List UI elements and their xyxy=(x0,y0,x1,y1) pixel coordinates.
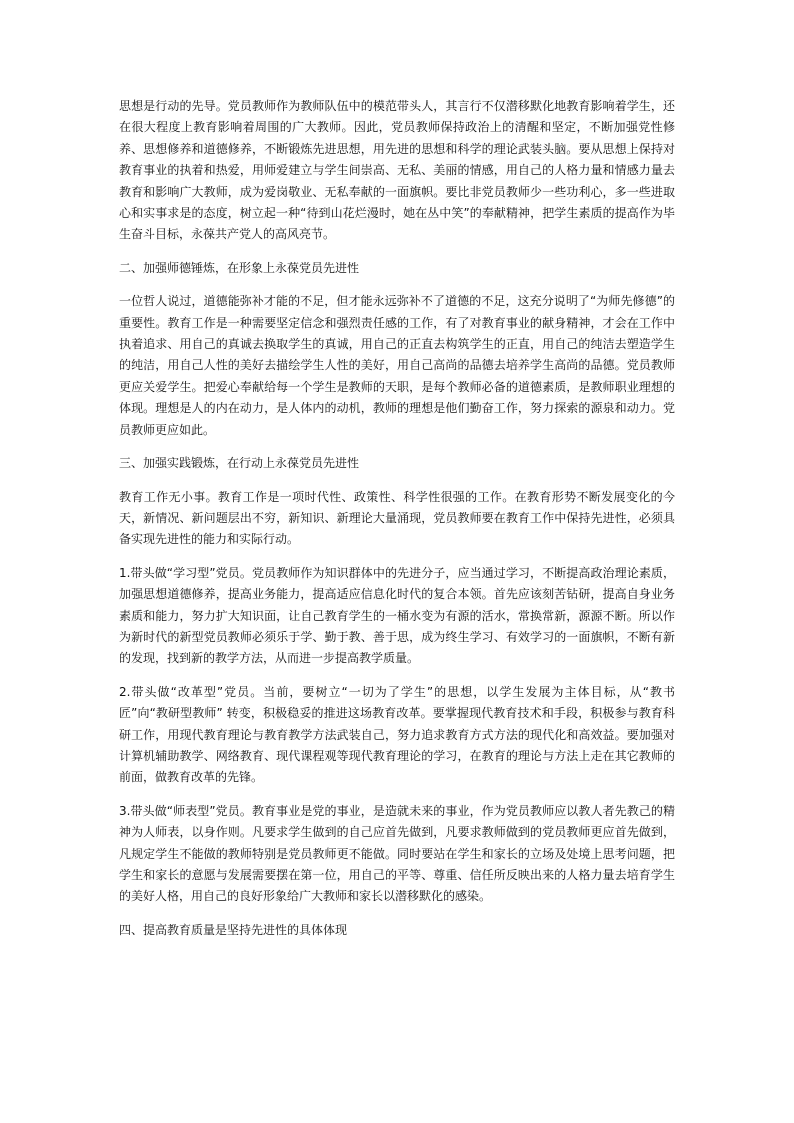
paragraph-practice: 教育工作无小事。教育工作是一项时代性、政策性、科学性很强的工作。在教育形势不断发展变化的今天，新情况、新问题层出不穷，新知识、新理论大量涌现，党员教师要在教育工作中保持先进性，必须具备实现先进性的能力和实际行动。 xyxy=(119,489,675,547)
document-page xyxy=(119,96,675,941)
paragraph-item-3: 3.带头做“师表型”党员。教育事业是党的事业，是造就未来的事业，作为党员教师应以教人者先教己的精神为人师表，以身作则。凡要求学生做到的自己应首先做到，凡要求教师做到的党员教师更应首先做到，凡规定学生不能做的教师特别是党员教师更不能做。同时要站在学生和家长的立场及处境上思考问题，把学生和家长的意愿与发展需要摆在第一位，用自己的平等、尊重、信任所反映出来的人格力量去培育学生的美好人格，用自己的良好形象给广大教师和家长以潜移默化的感染。 xyxy=(119,803,675,904)
paragraph-item-1: 1.带头做“学习型”党员。党员教师作为知识群体中的先进分子，应当通过学习，不断提高政治理论素质，加强思想道德修养，提高业务能力，提高适应信息化时代的复合本领。首先应该刻苦钻研，提高自身业务素质和能力，努力扩大知识面，让自己教育学生的一桶水变为有源的活水，常换常新，源源不断。所以作为新时代的新型党员教师必须乐于学、勤于教、善于思，成为终生学习、有效学习的一面旗帜，不断有新的发现，找到新的教学方法，从而进一步提高教学质量。 xyxy=(119,565,675,666)
section-heading-4: 四、提高教育质量是坚持先进性的具体体现 xyxy=(119,922,348,937)
section-heading-2: 二、加强师德锤炼，在形象上永葆党员先进性 xyxy=(119,260,360,275)
paragraph-intro: 思想是行动的先导。党员教师作为教师队伍中的模范带头人，其言行不仅潜移默化地教育影响着学生，还在很大程度上教育影响着周围的广大教师。因此，党员教师保持政治上的清醒和坚定，不断加强党性修养、思想修养和道德修养，不断锻炼先进思想，用先进的思想和科学的理论武装头脑。要从思想上保持对教育事业的执着和热爱，用师爱建立与学生间崇高、无私、美丽的情感，用自己的人格力量和情感力量去教育和影响广大教师，成为爱岗敬业、无私奉献的一面旗帜。要比非党员教师少一些功利心，多一些进取心和实事求是的态度，树立起一种“待到山花烂漫时，她在丛中笑”的奉献精神，把学生素质的提高作为毕生奋斗目标，永葆共产党人的高风亮节。 xyxy=(119,99,675,242)
paragraph-item-2: 2.带头做“改革型”党员。当前，要树立“一切为了学生”的思想，以学生发展为主体目标，从“教书匠”向“教研型教师” 转变，积极稳妥的推进这场教育改革。要掌握现代教育技术和手段，积极参与教育科研工作，用现代教育理论与教育教学方法武装自己，努力追求教育方式方法的现代化和高效益。要加强对计算机辅助教学、网络教育、现代课程观等现代教育理论的学习，在教育的理论与方法上走在其它教师的前面，做教育改革的先锋。 xyxy=(119,684,675,785)
paragraph-ethics: 一位哲人说过，道德能弥补才能的不足，但才能永远弥补不了道德的不足，这充分说明了“为师先修德”的重要性。教育工作是一种需要坚定信念和强烈责任感的工作，有了对教育事业的献身精神，才会在工作中执着追求、用自己的真诚去换取学生的真诚，用自己的正直去构筑学生的正直，用自己的纯洁去塑造学生的纯洁，用自己人性的美好去描绘学生人性的美好，用自己高尚的品德去培养学生高尚的品德。党员教师更应关爱学生。把爱心奉献给每一个学生是教师的天职，是每个教师必备的道德素质，是教师职业理想的体现。理想是人的内在动力，是人体内的动机，教师的理想是他们勤奋工作，努力探索的源泉和动力。党员教师更应如此。 xyxy=(119,294,675,437)
section-heading-3: 三、加强实践锻炼，在行动上永葆党员先进性 xyxy=(119,456,360,471)
